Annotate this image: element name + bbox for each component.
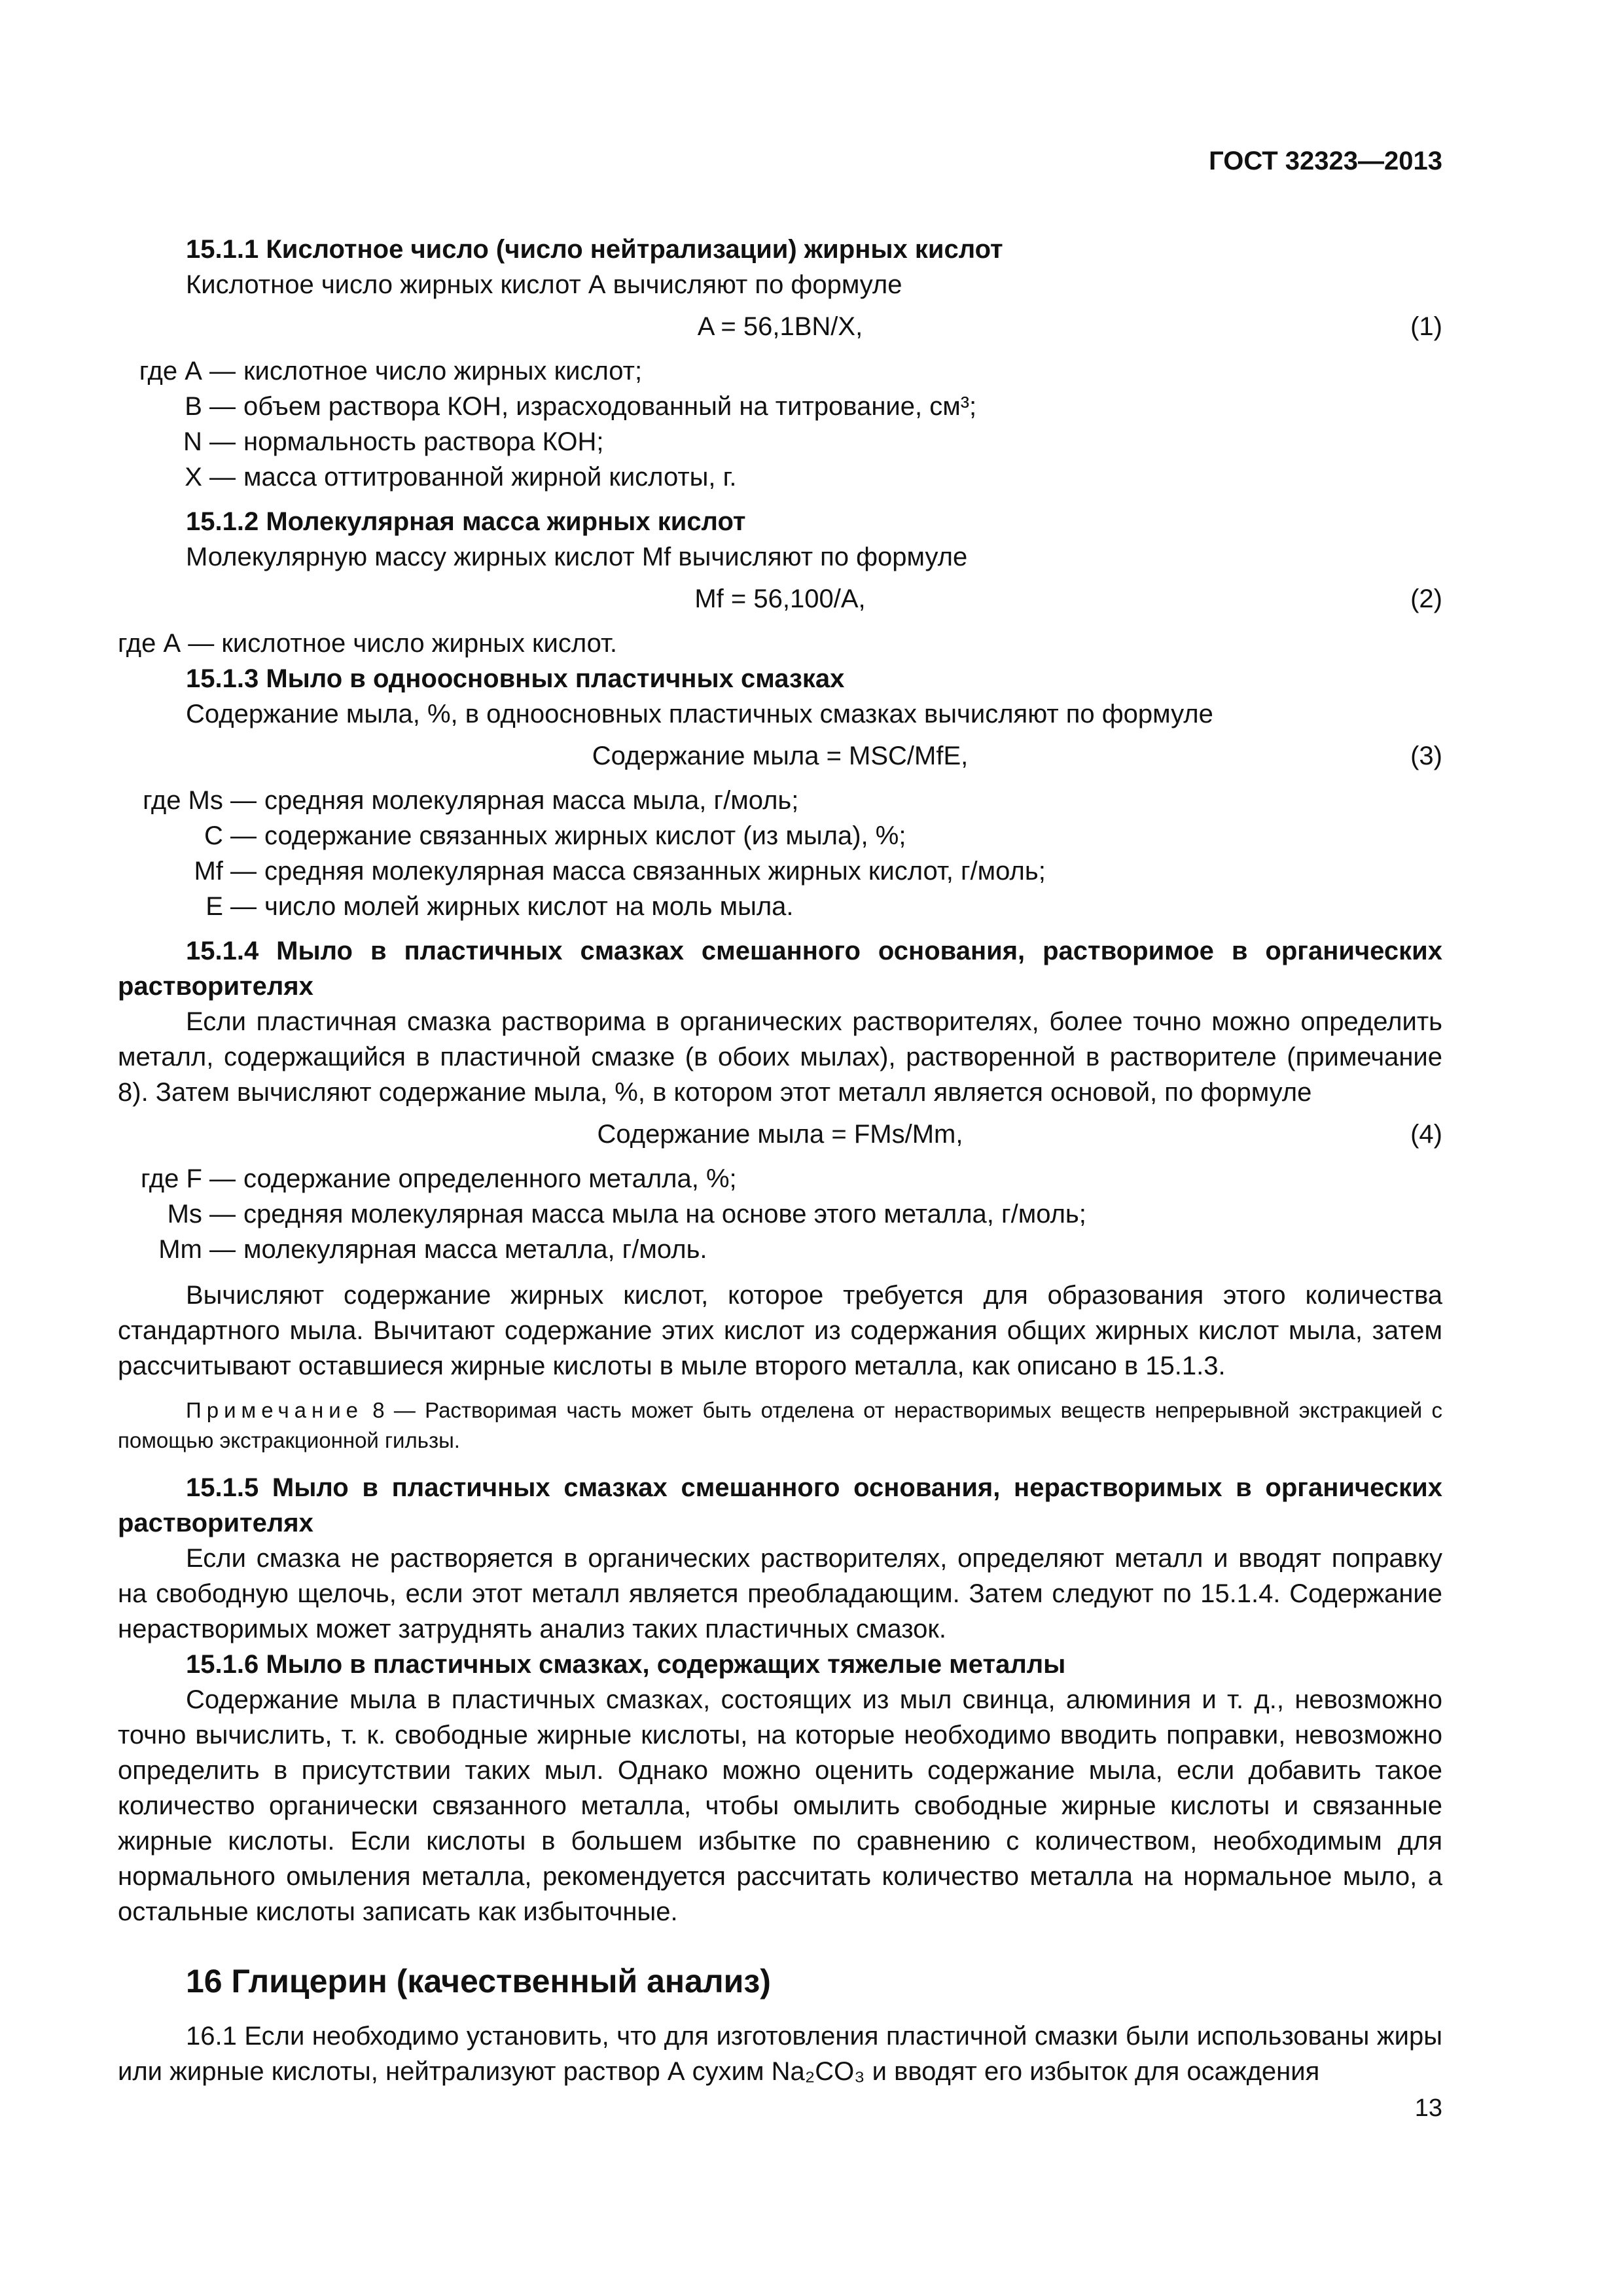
- heading-15-1-5: 15.1.5 Мыло в пластичных смазках смешанного основания, нерастворимых в органических растворителях: [118, 1473, 1442, 1537]
- definition-symbol: где F —: [140, 1164, 236, 1193]
- definition-row: [118, 1161, 1442, 1196]
- heading-15-1-2: 15.1.2 Молекулярная масса жирных кислот: [186, 507, 746, 536]
- definition-symbol: N —: [183, 427, 236, 456]
- definition-symbol: Е —: [205, 892, 257, 921]
- heading-15-1-6: 15.1.6 Мыло в пластичных смазках, содержащих тяжелые металлы: [186, 1650, 1066, 1679]
- formula-4-number: (4): [1410, 1120, 1442, 1149]
- formula-1-number: (1): [1410, 312, 1442, 341]
- definition-symbol: Mf —: [194, 857, 257, 886]
- definition-symbol: С —: [204, 821, 257, 850]
- definition-row: [118, 353, 1442, 389]
- definition-text: молекулярная масса металла, г/моль.: [243, 1235, 707, 1264]
- definition-15-1-2: где А — кислотное число жирных кислот.: [118, 629, 618, 658]
- formula-2-expression: Mf = 56,100/A,: [694, 584, 866, 613]
- paragraph-15-1-4-continued: Вычисляют содержание жирных кислот, которое требуется для образования этого количества стандартного мыла. Вычитают содержание этих кислот из содержания общих жирных кислот мыла, затем рассчитывают оставшиеся жирные кислоты в мыле второго металла, как описано в 15.1.3.: [118, 1281, 1442, 1380]
- definition-row: [118, 1196, 1442, 1232]
- definition-row: [118, 459, 1442, 495]
- paragraph-16-1: 16.1 Если необходимо установить, что для изготовления пластичной смазки были использованы жиры или жирные кислоты, нейтрализуют раствор А сухим Na₂CO₃ и вводят его избыток для осаждения: [118, 2022, 1442, 2086]
- formula-4-expression: Содержание мыла = FMs/Mm,: [597, 1120, 963, 1149]
- formula-1: [118, 309, 1442, 344]
- definitions-15-1-1: [118, 353, 1442, 495]
- definition-row: [118, 889, 1442, 924]
- formula-2-number: (2): [1410, 584, 1442, 613]
- formula-4: [118, 1117, 1442, 1152]
- paragraph-15-1-6: Содержание мыла в пластичных смазках, состоящих из мыл свинца, алюминия и т. д., невозможно точно вычислить, т. к. свободные жирные кислоты, на которые необходимо вводить поправки, невозможно определить в присутствии таких мыл. Однако можно оценить содержание мыла, если добавить такое количество органически связанного металла, чтобы омылить свободные жирные кислоты и связанные жирные кислоты. Если кислоты в большем избытке по сравнению с количеством, необходимым для нормального омыления металла, рекомендуется рассчитать количество металла на нормальное мыло, а остальные кислоты записать как избыточные.: [118, 1685, 1442, 1926]
- note-label: Примечание: [186, 1398, 364, 1422]
- definition-symbol: Ms —: [167, 1200, 236, 1229]
- definition-symbol: X —: [185, 463, 236, 492]
- definition-text: кислотное число жирных кислот;: [243, 357, 643, 386]
- definition-text: число молей жирных кислот на моль мыла.: [264, 892, 794, 921]
- definition-text: объем раствора КОН, израсходованный на титрование, см³;: [243, 392, 977, 421]
- definition-row: [118, 818, 1442, 853]
- definition-row: [118, 1232, 1442, 1267]
- paragraph-15-1-5: Если смазка не растворяется в органических растворителях, определяют металл и вводят поправку на свободную щелочь, если этот металл является преобладающим. Затем следуют по 15.1.4. Содержание нерастворимых может затруднять анализ таких пластичных смазок.: [118, 1544, 1442, 1643]
- formula-1-expression: A = 56,1BN/X,: [697, 312, 863, 341]
- definition-row: [118, 424, 1442, 459]
- formula-2: [118, 581, 1442, 617]
- note-8: [118, 1395, 1442, 1456]
- definition-text: масса оттитрованной жирной кислоты, г.: [243, 463, 737, 492]
- formula-3-number: (3): [1410, 742, 1442, 770]
- definition-symbol: Mm —: [158, 1235, 236, 1264]
- section-16-heading: 16 Глицерин (качественный анализ): [186, 1963, 771, 2000]
- definition-symbol: В —: [185, 392, 236, 421]
- definition-row: [118, 853, 1442, 889]
- definition-text: средняя молекулярная масса мыла на основе этого металла, г/моль;: [243, 1200, 1086, 1229]
- definitions-15-1-3: [118, 783, 1442, 924]
- intro-15-1-3: Содержание мыла, %, в одноосновных пластичных смазках вычисляют по формуле: [186, 700, 1213, 728]
- definition-row: [118, 783, 1442, 818]
- definition-text: содержание определенного металла, %;: [243, 1164, 737, 1193]
- definition-row: [118, 389, 1442, 424]
- intro-15-1-2: Молекулярную массу жирных кислот Mf вычисляют по формуле: [186, 543, 968, 571]
- note-text: 8 — Растворимая часть может быть отделена от нерастворимых веществ непрерывной экстракцией с помощью экстракционной гильзы.: [118, 1398, 1443, 1452]
- definition-text: нормальность раствора КОН;: [243, 427, 604, 456]
- definition-symbol: где А —: [139, 357, 236, 386]
- page-content: [118, 223, 1442, 2089]
- definition-text: средняя молекулярная масса мыла, г/моль;: [264, 786, 799, 815]
- definition-text: содержание связанных жирных кислот (из мыла), %;: [264, 821, 906, 850]
- heading-15-1-1: 15.1.1 Кислотное число (число нейтрализации) жирных кислот: [186, 235, 1003, 264]
- page-number: 13: [1414, 2094, 1442, 2122]
- intro-15-1-1: Кислотное число жирных кислот А вычисляют по формуле: [186, 270, 902, 299]
- formula-3: [118, 738, 1442, 774]
- heading-15-1-4: 15.1.4 Мыло в пластичных смазках смешанного основания, растворимое в органических растворителях: [118, 937, 1442, 1001]
- formula-3-expression: Содержание мыла = MSC/MfE,: [592, 742, 969, 770]
- definition-symbol: где Ms —: [143, 786, 257, 815]
- definitions-15-1-4: [118, 1161, 1442, 1267]
- heading-15-1-3: 15.1.3 Мыло в одноосновных пластичных смазках: [186, 664, 845, 693]
- definition-text: средняя молекулярная масса связанных жирных кислот, г/моль;: [264, 857, 1046, 886]
- document-id: ГОСТ 32323—2013: [1209, 147, 1442, 175]
- paragraph-15-1-4: Если пластичная смазка растворима в органических растворителях, более точно можно определить металл, содержащийся в пластичной смазке (в обоих мылах), растворенной в растворителе (примечание 8). Затем вычисляют содержание мыла, %, в котором этот металл является основой, по формуле: [118, 1007, 1442, 1107]
